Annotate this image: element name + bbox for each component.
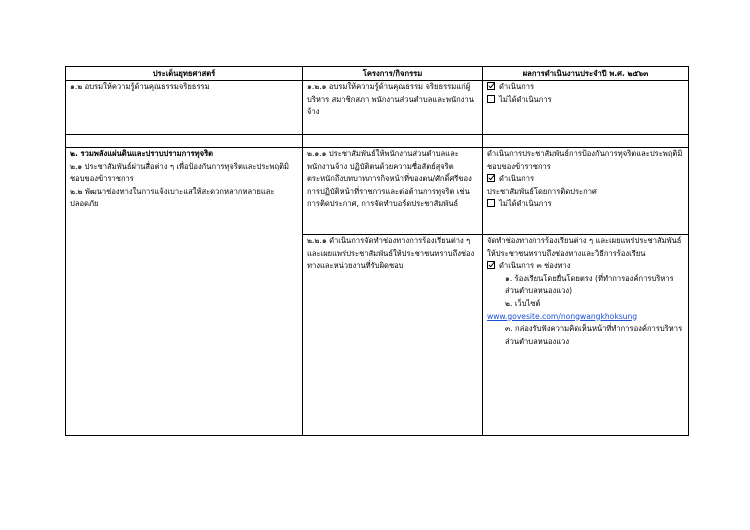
checked-box-icon	[487, 174, 495, 182]
empty-box-icon	[487, 199, 495, 207]
result-detail: ประชาสัมพันธ์โดยการติดประกาศ	[487, 186, 597, 196]
checkbox-not-done	[487, 198, 684, 211]
channel-item: ๑. ร้องเรียนโดยยื่นโดยตรง (ที่ทำการองค์การบริหารส่วนตำบลหนองแวง)	[505, 273, 674, 296]
checkbox-done	[487, 81, 684, 94]
strategy-item: ๒.๑ ประชาสัมพันธ์ผ่านสื่อต่าง ๆ เพื่อป้องกันการทุจริตและประพฤติมิชอบของข้าราชการ	[70, 161, 290, 184]
result-text: ดำเนินการประชาสัมพันธ์การป้องกันการทุจริตและประพฤติมิชอบของข้าราชการ	[487, 149, 683, 171]
checked-box-icon	[487, 261, 495, 269]
checkbox-label: ดำเนินการ	[499, 82, 535, 91]
project-cell	[303, 81, 483, 135]
checkbox-label: ดำเนินการ ๓ ช่องทาง	[499, 261, 571, 271]
table-header-row	[66, 67, 689, 81]
project-text: ๑.๒.๑ อบรมให้ความรู้ด้านคุณธรรม จริยธรรมแก่ผู้บริหาร สมาชิกสภา พนักงานส่วนตำบลและพนักงานจ้าง	[307, 82, 474, 117]
table-row	[66, 81, 689, 135]
checkbox-done	[487, 260, 684, 273]
table-row	[66, 148, 689, 235]
strategy-item: ๒.๒ พัฒนาช่องทางในการแจ้งเบาะแสให้สะดวกหลากหลายและปลอดภัย	[70, 186, 275, 209]
header-strategy: ประเด็นยุทธศาสตร์	[66, 67, 303, 81]
website-link[interactable]: www.govesite.com/nongwangkhoksung	[487, 311, 638, 321]
result-text: จัดทำช่องทางการร้องเรียนต่าง ๆ และเผยแพร่ประชาสัมพันธ์ให้ประชาชนทราบถึงช่องทางและวิธีการร้องเรียน	[487, 236, 682, 258]
checkbox-not-done	[487, 94, 684, 107]
result-cell	[483, 235, 689, 436]
checkbox-done	[487, 173, 684, 186]
header-project: โครงการ/กิจกรรม	[303, 67, 483, 81]
result-cell	[483, 148, 689, 235]
empty-box-icon	[487, 95, 495, 103]
table-spacer-row	[66, 135, 689, 148]
project-text: ๒.๑.๑ ประชาสัมพันธ์ให้พนักงานส่วนตำบลและพนักงานจ้าง ปฏิบัติตนด้วยความซื่อสัตย์สุจริต ตระหนักถึงบทบาทภารกิจหน้าที่ของตน/ศักดิ์ศรีของการปฏิบัติหน้าที่ราชการและต่อต้านการทุจริต เช่น การติดประกาศ, การจัดทำบอร์ดประชาสัมพันธ์	[307, 149, 472, 209]
strategy-table	[65, 66, 689, 436]
checkbox-label: ดำเนินการ	[499, 174, 535, 184]
checked-box-icon	[487, 82, 495, 90]
strategy-cell	[66, 148, 303, 436]
checkbox-label: ไม่ได้ดำเนินการ	[499, 199, 552, 209]
project-cell	[303, 235, 483, 436]
channel-item: ๓. กล่องรับฟังความคิดเห็นหน้าที่ทำการองค์การบริหารส่วนตำบลหนองแวง	[505, 324, 683, 346]
strategy-cell	[66, 81, 303, 135]
result-cell	[483, 81, 689, 135]
strategy-text: ๑.๒ อบรมให้ความรู้ด้านคุณธรรมจริยธรรม	[70, 82, 210, 91]
header-result: ผลการดำเนินงานประจำปี พ.ศ. ๒๕๖๓	[483, 67, 689, 81]
project-text: ๒.๒.๑ ดำเนินการจัดทำช่องทางการร้องเรียนต่าง ๆ และเผยแพร่ประชาสัมพันธ์ให้ประชาชนทราบถึงช่องทางและหน่วยงานที่รับผิดชอบ	[307, 236, 475, 271]
strategy-heading: ๒. รวมพลังแผ่นดินและปราบปรามการทุจริต	[70, 149, 214, 158]
project-cell	[303, 148, 483, 235]
checkbox-label: ไม่ได้ดำเนินการ	[499, 94, 552, 104]
channel-item: ๒. เว็บไซต์	[505, 298, 541, 308]
